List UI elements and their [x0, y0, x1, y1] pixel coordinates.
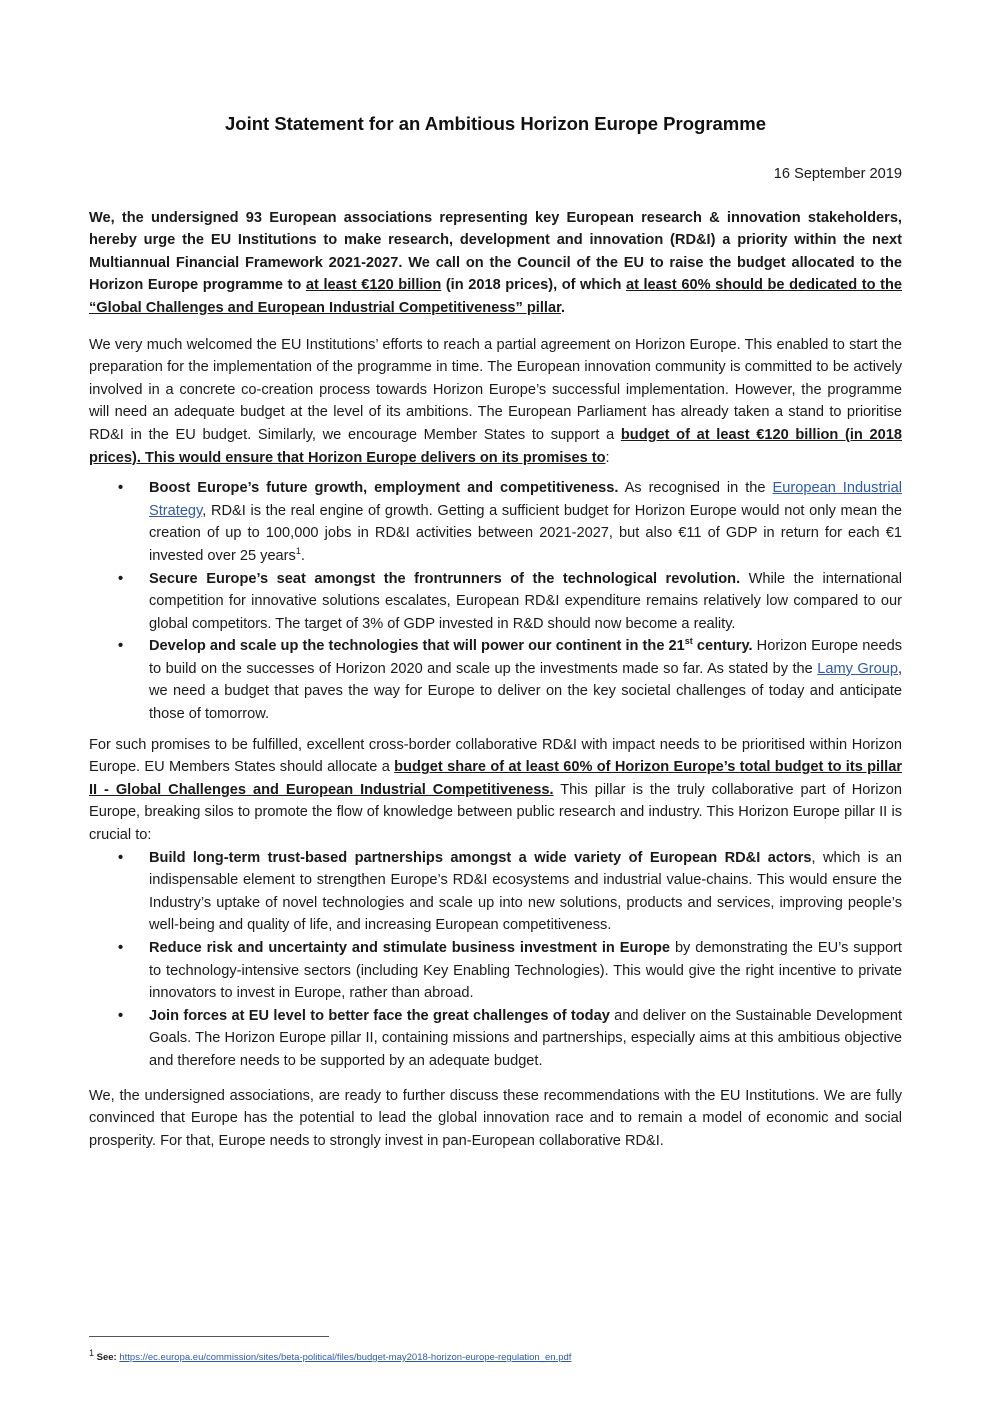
p3-text-a: For such promises to be fulfilled, excellent cross-border collaborative RD&I with impact needs to be prioritised within Horizon Europe. EU Members States should allocate a	[89, 736, 902, 776]
document-title: Joint Statement for an Ambitious Horizon Europe Programme	[224, 113, 766, 134]
footnote-ref: 1	[295, 546, 301, 557]
intro-budget-amount: at least €120 billion	[305, 277, 442, 294]
bullet-text: , which is an indispensable element to strengthen Europe’s RD&I ecosystems and industrial value-chains. This would ensure the Industry’s uptake of novel technologies and scale up into new solutions, products and services, improving people’s well-being and quality of life, and increasing European competitiveness.	[149, 849, 902, 934]
intro-text-a: We, the undersigned 93 European associations representing key European research & innovation stakeholders, hereby urge the EU Institutions to make research, development and innovation (RD&I) a priority within the next Multiannual Financial Framework 2021-2027. We call on the Council of the EU to raise the budget allocated to the Horizon Europe programme to	[89, 209, 902, 294]
bullet-text: While the international competition for innovative solutions escalates, European RD&I expenditure remains relatively low compared to our global competitors. The target of 3% of GDP invested in R&D should now become a reality.	[149, 570, 902, 632]
paragraph-pillar-two	[89, 734, 902, 847]
bullet-icon: •	[118, 849, 124, 866]
footnote-divider	[89, 1336, 329, 1337]
bullet-heading: Build long-term trust-based partnerships amongst a wide variety of European RD&I actors	[149, 849, 812, 866]
list-item	[89, 1005, 902, 1073]
document-date: 16 September 2019	[773, 166, 902, 182]
bullet-heading: Reduce risk and uncertainty and stimulate business investment in Europe	[149, 940, 671, 956]
intro-paragraph	[89, 207, 902, 320]
p3-budget-share: budget share of at least 60% of Horizon Europe’s total budget to its pillar II - Global Challenges and European Industrial Competitiveness.	[89, 759, 902, 798]
p2-text-c: :	[605, 449, 610, 466]
footnote-label: See:	[94, 1352, 120, 1363]
bullet-text: .	[300, 547, 305, 564]
bullet-heading: Develop and scale up the technologies that will power our continent in the 21	[149, 638, 685, 655]
footnote-link[interactable]: https://ec.europa.eu/commission/sites/beta-political/files/budget-may2018-horizon-europe-regulation_en.pdf	[119, 1352, 572, 1363]
bullet-text: by demonstrating the EU’s support to technology-intensive sectors (including Key Enabling Technologies). This would give the right incentive to private innovators to invest in Europe, rather than abroad.	[149, 940, 902, 1002]
p3-text-c: This pillar is the truly collaborative part of Horizon Europe, breaking silos to promote the flow of knowledge between public research and industry. This Horizon Europe pillar II is crucial to:	[89, 781, 902, 844]
list-item	[89, 635, 902, 725]
p2-text-a: We very much welcomed the EU Institutions’ efforts to reach a partial agreement on Horizon Europe. This enabled to start the preparation for the implementation of the programme in time. The European innovation community is committed to be actively involved in a concrete co-creation process towards Horizon Europe’s successful implementation. However, the programme will need an adequate budget at the level of its ambitions. The European Parliament has already taken a stand to prioritise RD&I in the EU budget. Similarly, we encourage Member States to support a	[89, 336, 902, 443]
intro-text-b: (in 2018 prices), of which	[441, 277, 626, 294]
bullet-icon: •	[118, 480, 124, 497]
list-item	[89, 477, 902, 567]
bullet-text: and deliver on the Sustainable Development Goals. The Horizon Europe pillar II, containing missions and partnerships, especially aims at this ambitious objective and therefore needs to be supported by an adequate budget.	[149, 1007, 903, 1069]
bullet-icon: •	[118, 1007, 124, 1024]
bullet-icon: •	[118, 638, 124, 655]
bullet-text: As recognised in the	[618, 480, 773, 497]
list-item	[89, 568, 902, 636]
bullet-text: , RD&I is the real engine of growth. Getting a sufficient budget for Horizon Europe would not only mean the creation of up to 100,000 jobs in RD&I activities between 2021-2027, but also €11 of GDP in return for each €1 invested over 25 years	[149, 502, 902, 564]
footnote-number: 1	[89, 1347, 95, 1358]
bullet-heading: Secure Europe’s seat amongst the frontrunners of the technological revolution.	[149, 570, 741, 587]
pillar-benefits-list	[89, 847, 902, 1073]
paragraph-welcome	[89, 334, 902, 470]
european-industrial-strategy-link[interactable]: European Industrial Strategy	[149, 480, 902, 519]
promises-list	[89, 477, 902, 726]
footnote	[89, 1347, 572, 1364]
bullet-icon: •	[118, 570, 124, 587]
closing-paragraph: We, the undersigned associations, are ready to further discuss these recommendations with the EU Institutions. We are fully convinced that Europe has the potential to lead the global innovation race and to remain a model of economic and social prosperity. For that, Europe needs to strongly invest in pan-European collaborative RD&I.	[89, 1087, 902, 1149]
ordinal-suffix: st	[684, 636, 693, 647]
bullet-heading: Boost Europe’s future growth, employment and competitiveness.	[149, 480, 619, 497]
lamy-group-link[interactable]: Lamy Group	[817, 660, 898, 677]
intro-text-c: .	[560, 299, 566, 316]
bullet-heading: Join forces at EU level to better face the great challenges of today	[149, 1007, 610, 1024]
bullet-text: , we need a budget that paves the way for Europe to deliver on the key societal challenges of today and anticipate those of tomorrow.	[149, 660, 902, 723]
list-item	[89, 847, 902, 937]
p2-budget-statement: budget of at least €120 billion (in 2018 prices). This would ensure that Horizon Europe delivers on its promises to	[89, 426, 902, 466]
bullet-text: Horizon Europe needs to build on the successes of Horizon 2020 and scale up the investments made so far. As stated by the	[149, 638, 902, 677]
bullet-icon: •	[118, 940, 124, 956]
list-item	[89, 937, 902, 1005]
bullet-heading-end: century.	[692, 638, 753, 655]
intro-pillar-share: at least 60% should be dedicated to the “Global Challenges and European Industrial Competitiveness” pillar	[89, 277, 902, 316]
